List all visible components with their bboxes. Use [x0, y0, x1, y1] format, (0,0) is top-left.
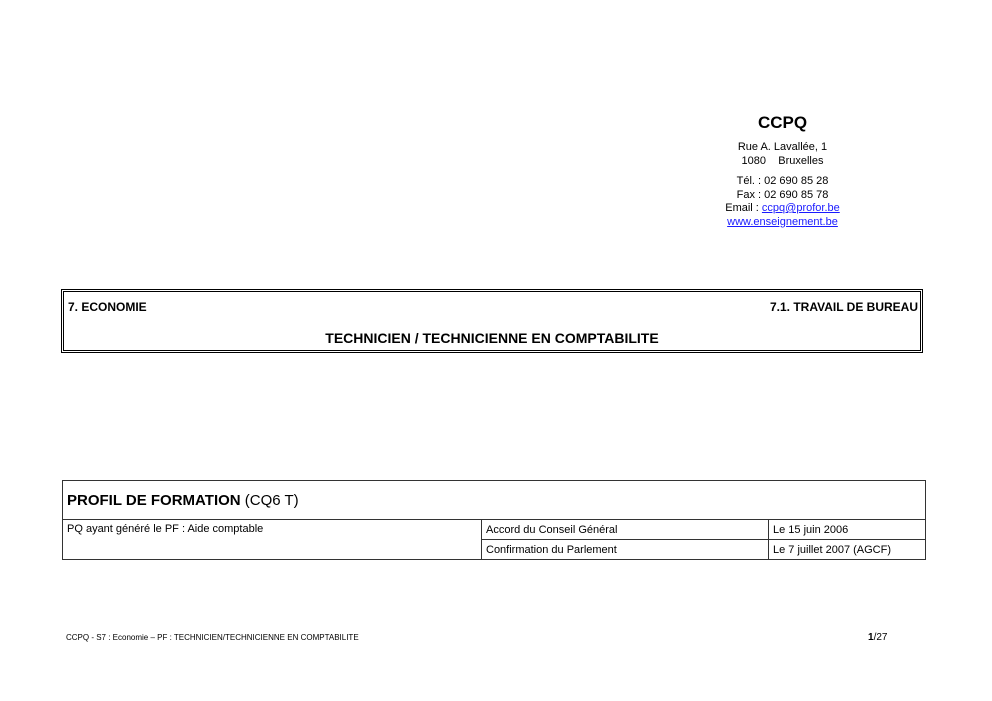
subsector-name: 7.1. TRAVAIL DE BUREAU: [769, 300, 918, 314]
profession-title: TECHNICIEN / TECHNICIENNE EN COMPTABILITE: [325, 330, 659, 346]
sector-name: 7. ECONOMIE: [68, 300, 147, 314]
org-name: CCPQ: [757, 113, 808, 132]
address-line-2: 1080 Bruxelles: [741, 154, 824, 167]
page-total: /27: [873, 632, 888, 643]
footer-text: CCPQ - S7 : Economie – PF : TECHNICIEN/TECHNICIENNE EN COMPTABILITE: [66, 633, 359, 642]
org-contact: [690, 175, 875, 229]
approval-date: Le 15 juin 2006: [769, 520, 926, 540]
profile-table: [62, 480, 926, 560]
email-link[interactable]: ccpq@profor.be: [761, 202, 840, 214]
sector-box: [61, 289, 923, 353]
page-current: 1: [868, 632, 874, 643]
email-line: [690, 202, 875, 216]
address-line-1: Rue A. Lavallée, 1: [737, 141, 828, 153]
website-line: [690, 216, 875, 230]
website-link[interactable]: www.enseignement.be: [727, 215, 838, 228]
profile-code: (CQ6 T): [240, 491, 299, 509]
approval-label: Accord du Conseil Général: [482, 520, 769, 540]
fax-line: Fax : 02 690 85 78: [736, 188, 829, 201]
pq-cell: PQ ayant généré le PF : Aide comptable: [63, 520, 482, 560]
profile-header-row: [63, 481, 926, 520]
confirmation-label: Confirmation du Parlement: [482, 540, 769, 560]
org-address: [690, 141, 875, 168]
page-number: [868, 632, 887, 643]
table-row: [63, 520, 926, 540]
tel-line: Tél. : 02 690 85 28: [736, 175, 829, 187]
confirmation-date: Le 7 juillet 2007 (AGCF): [769, 540, 926, 560]
email-label: Email :: [725, 202, 762, 214]
profile-heading: [63, 481, 926, 520]
profile-heading-title: PROFIL DE FORMATION: [67, 491, 241, 509]
